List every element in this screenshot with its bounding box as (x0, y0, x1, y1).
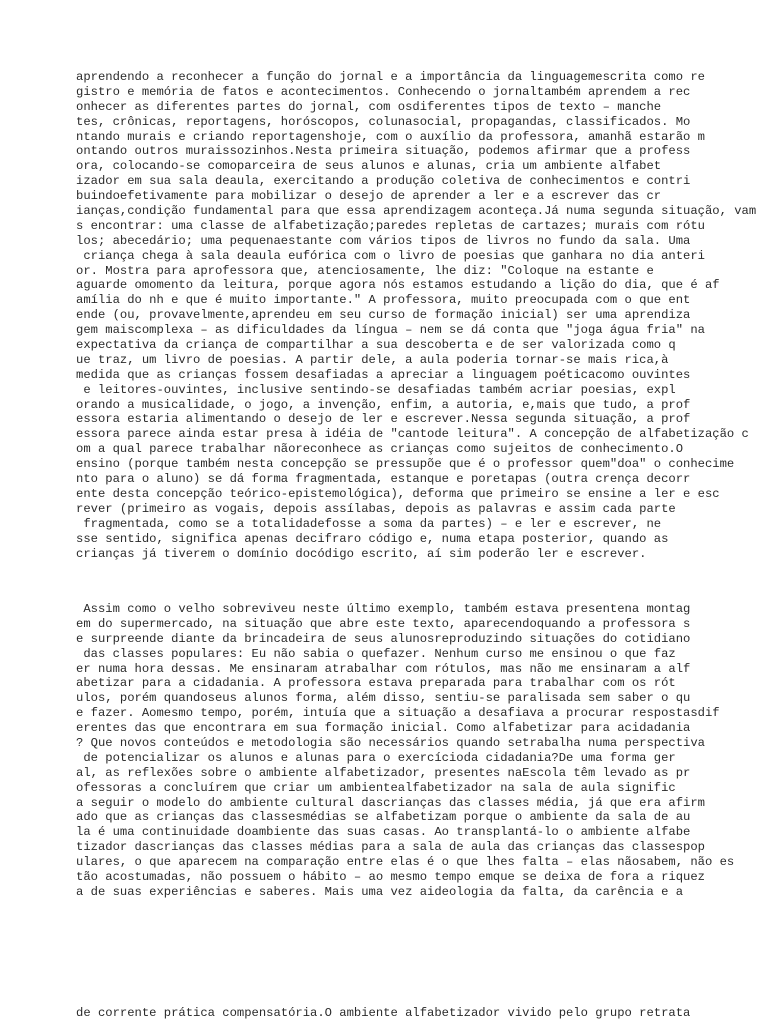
text-line: erentes das que encontrara em sua formação inicial. Como alfabetizar para acidadania (76, 721, 691, 736)
text-line: Assim como o velho sobreviveu neste último exemplo, também estava presentena montag (76, 602, 691, 616)
text-line: tes, crônicas, reportagens, horóscopos, colunasocial, propagandas, classificados. Mo (76, 114, 691, 129)
text-line: ora, colocando-se comoparceira de seus alunos e alunas, cria um ambiente alfabet (76, 159, 662, 174)
text-line: em do supermercado, na situação que abre este texto, aparecendoquando a professora s (76, 616, 691, 631)
text-line: s encontrar: uma classe de alfabetização;paredes repletas de cartazes; murais com rótu (76, 218, 705, 233)
text-line: ? Que novos conteúdos e metodologia são necessários quando setrabalha numa perspectiva (76, 736, 705, 751)
text-line: ue traz, um livro de poesias. A partir dele, a aula poderia tornar-se mais rica,à (76, 352, 669, 367)
text-line: los; abecedário; uma pequenaestante com vários tipos de livros no fundo da sala. Uma (76, 233, 691, 248)
text-line: buindoefetivamente para mobilizar o desejo de aprender a ler e a escrever das cr (76, 189, 662, 204)
text-line: expectativa da criança de compartilhar a sua descoberta e de ser valorizada como q (76, 338, 676, 353)
text-line: onhecer as diferentes partes do jornal, com osdiferentes tipos de texto – manche (76, 99, 662, 114)
text-line: orando a musicalidade, o jogo, a invenção, enfim, a autoria, e,mais que tudo, a prof (76, 397, 691, 412)
text-line: rever (primeiro as vogais, depois assílabas, depois as palavras e assim cada parte (76, 501, 676, 516)
text-line: e fazer. Aomesmo tempo, porém, intuía que a situação a desafiava a procurar respostasdif (76, 706, 720, 721)
text-line: ntando murais e criando reportagenshoje, com o auxílio da professora, amanhã estarão m (76, 129, 705, 144)
paragraph-block-3 (76, 1006, 690, 1021)
text-line: fragmentada, como se a totalidadefosse a soma da partes) – e ler e escrever, ne (76, 516, 662, 531)
text-line: izador em sua sala deaula, exercitando a produção coletiva de conhecimentos e contri (76, 174, 691, 189)
text-line: abetizar para a cidadania. A professora estava preparada para trabalhar com os rót (76, 676, 676, 691)
text-line: aprendendo a reconhecer a função do jornal e a importância da linguagemescrita como re (76, 70, 705, 84)
text-line: das classes populares: Eu não sabia o quefazer. Nenhum curso me ensinou o que faz (76, 646, 676, 661)
text-line: ende (ou, provavelmente,aprendeu em seu curso de formação inicial) ser uma aprendiza (76, 308, 691, 323)
text-line: gistro e memória de fatos e acontecimentos. Conhecendo o jornaltambém aprendem a rec (76, 84, 691, 99)
text-line: a seguir o modelo do ambiente cultural dascrianças das classes média, já que era afirm (76, 795, 705, 810)
text-line: ontando outros muraissozinhos.Nesta primeira situação, podemos afirmar que a profess (76, 144, 691, 159)
text-line: ente desta concepção teórico-epistemológica), deforma que primeiro se ensine a ler e esc (76, 486, 720, 501)
text-line: essora parece ainda estar presa à idéia de "cantode leitura". A concepção de alfabetização c (76, 427, 749, 442)
text-line: gem maiscomplexa – as dificuldades da língua – nem se dá conta que "joga água fria" na (76, 323, 705, 338)
text-line: essora estaria alimentando o desejo de ler e escrever.Nessa segunda situação, a prof (76, 412, 691, 427)
text-line: ulares, o que aparecem na comparação entre elas é o que lhes falta – elas nãosabem, não es (76, 855, 735, 870)
text-line: er numa hora dessas. Me ensinaram atrabalhar com rótulos, mas não me ensinaram a alf (76, 661, 691, 676)
text-line: amília do nh e que é muito importante." A professora, muito preocupada com o que ent (76, 293, 691, 308)
paragraph-block-2 (76, 602, 734, 900)
text-line: or. Mostra para aprofessora que, atenciosamente, lhe diz: "Coloque na estante e (76, 263, 654, 278)
text-line: ado que as crianças das classesmédias se alfabetizam porque o ambiente da sala de au (76, 810, 691, 825)
paragraph-block-1 (76, 70, 756, 561)
text-line: ulos, porém quandoseus alunos forma, além disso, sentiu-se paralisada sem saber o qu (76, 691, 691, 706)
text-line: sse sentido, significa apenas decifraro código e, numa etapa posterior, quando as (76, 531, 669, 546)
text-line: criança chega à sala deaula eufórica com o livro de poesias que ganhara no dia anteri (76, 248, 705, 263)
text-line: de potencializar os alunos e alunas para o exercícioda cidadania?De uma forma ger (76, 750, 676, 765)
text-line: la é uma continuidade doambiente das suas casas. Ao transplantá-lo o ambiente alfabe (76, 825, 691, 840)
text-line: aguarde omomento da leitura, porque agora nós estamos estudando a lição do dia, que é af (76, 278, 720, 293)
text-line: al, as reflexões sobre o ambiente alfabetizador, presentes naEscola têm levado as pr (76, 765, 691, 780)
text-line: e leitores-ouvintes, inclusive sentindo-se desafiadas também acriar poesias, expl (76, 382, 676, 397)
text-line: e surpreende diante da brincadeira de seus alunosreproduzindo situações do cotidiano (76, 631, 691, 646)
text-line: a de suas experiências e saberes. Mais uma vez aideologia da falta, da carência e a (76, 884, 684, 899)
text-line: medida que as crianças fossem desafiadas a apreciar a linguagem poéticacomo ouvintes (76, 367, 691, 382)
text-line: ensino (porque também nesta concepção se pressupõe que é o professor quem"doa" o conhecime (76, 457, 735, 472)
text-line: tizador dascrianças das classes médias para a sala de aula das crianças das classespop (76, 840, 705, 855)
text-line: tão acostumadas, não possuem o hábito – ao mesmo tempo emque se deixa de fora a riquez (76, 870, 705, 885)
text-line: ianças,condição fundamental para que essa aprendizagem aconteça.Já numa segunda situação, vam (76, 204, 757, 219)
text-line: de corrente prática compensatória.O ambiente alfabetizador vivido pelo grupo retrata (76, 1006, 691, 1020)
text-line: nto para o aluno) se dá forma fragmentada, estanque e poretapas (outra crença decorr (76, 472, 691, 487)
text-line: crianças já tiverem o domínio docódigo escrito, aí sim poderão ler e escrever. (76, 546, 647, 561)
text-line: ofessoras a concluírem que criar um ambientealfabetizador na sala de aula signific (76, 780, 676, 795)
text-line: om a qual parece trabalhar nãoreconhece as crianças como sujeitos de conhecimento.O (76, 442, 684, 457)
